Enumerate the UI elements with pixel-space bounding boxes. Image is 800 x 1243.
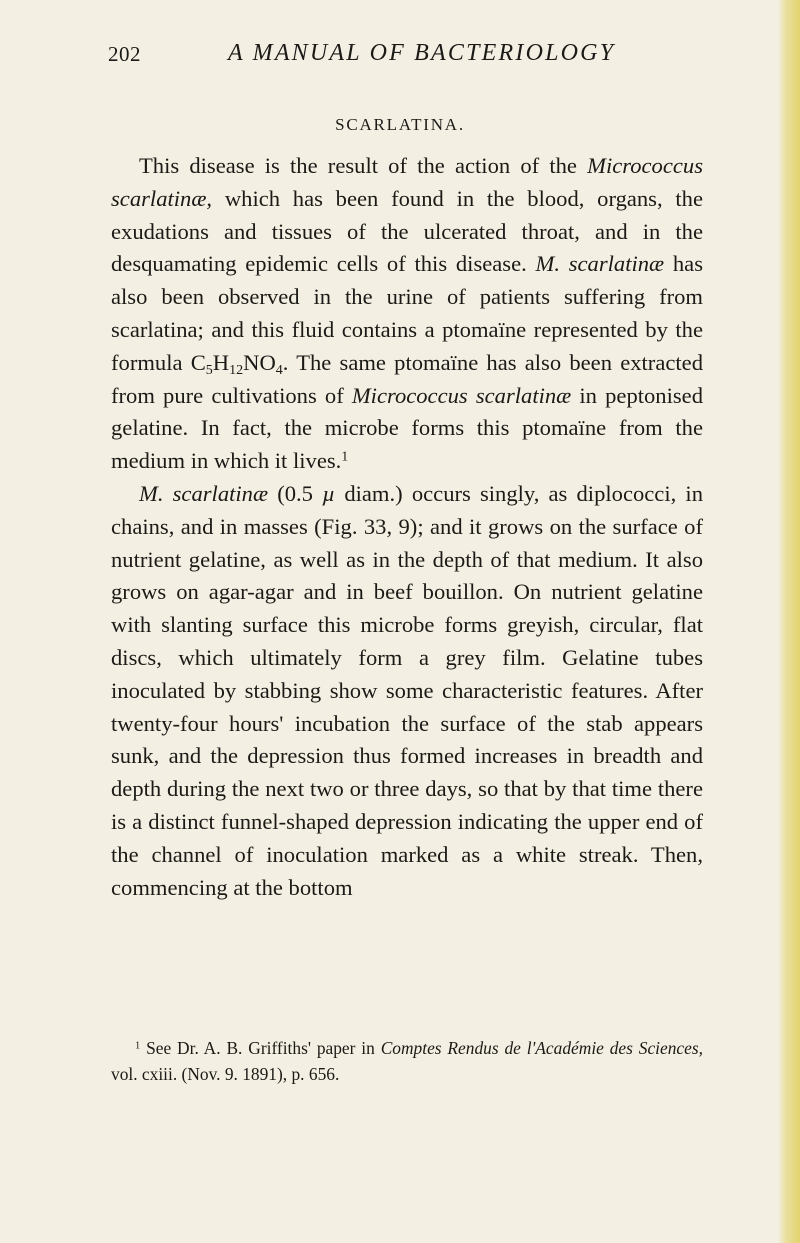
journal-title: Comptes Rendus de l'Académie des Sciences,	[380, 1038, 703, 1058]
micron-symbol: µ	[322, 480, 336, 506]
section-title: SCARLATINA.	[335, 115, 465, 134]
running-title: A MANUAL OF BACTERIOLOGY	[228, 40, 616, 66]
species-name: M. scarlatinæ	[535, 251, 665, 277]
species-name: Micrococcus scarlatinæ,	[111, 153, 703, 211]
body-text	[111, 150, 703, 904]
text-run: vol. cxiii. (Nov. 9. 1891), p. 656.	[111, 1064, 340, 1084]
footnote-text	[111, 1035, 703, 1087]
text-run: (0.5	[268, 480, 323, 506]
paragraph-1	[111, 150, 703, 478]
page-edge	[778, 0, 800, 1243]
text-run: . The same ptomaïne has also been extracted from pure cultivations of	[111, 349, 703, 408]
footnote	[111, 1035, 703, 1087]
species-name: Micrococcus scarlatinæ	[351, 382, 572, 408]
species-name: M. scarlatinæ	[139, 480, 269, 506]
footnote-reference: 1	[341, 448, 349, 464]
paragraph-2	[111, 478, 703, 904]
footnote-marker: 1	[135, 1040, 141, 1052]
text-run: diam.) occurs singly, as diplococci, in chains, and in masses (Fig. 33, 9); and it grows on the surface of nutrient gelatine, as well as in the depth of that medium. It also grows on agar-agar and in beef bouillon. On nutrient gelatine with slanting surface this microbe forms greyish, circular, flat discs, which ultimately form a grey film. Gelatine tubes inoculated by stabbing show some characteristic features. After twenty-four hours' incubation the surface of the stab appears sunk, and the depression thus formed increases in breadth and depth during the next two or three days, so that by that time there is a distinct funnel-shaped depression indicating the upper end of the channel of inoculation marked as a white streak. Then, commencing at the bottom	[111, 480, 703, 900]
text-run: H	[212, 349, 230, 375]
text-run: NO	[243, 349, 276, 375]
text-run: See Dr. A. B. Griffiths' paper in	[140, 1038, 381, 1058]
text-run: which has been found in the blood, organs, the exudations and tissues of the ulcerated throat, and in the desquamating epidemic cells of this disease.	[111, 185, 703, 277]
formula-subscript: 12	[229, 362, 244, 378]
text-run: This disease is the result of the action of the	[139, 153, 588, 178]
page-header	[108, 36, 708, 76]
text-run: in peptonised gelatine. In fact, the microbe forms this ptomaïne from the medium in which it lives.	[111, 382, 704, 474]
page-number: 202	[108, 42, 141, 66]
text-run: has also been observed in the urine of patients suffering from scarlatina; and this fluid contains a ptomaïne represented by the formula C	[111, 251, 703, 375]
formula-subscript: 4	[275, 362, 283, 378]
formula-subscript: 5	[205, 362, 213, 378]
